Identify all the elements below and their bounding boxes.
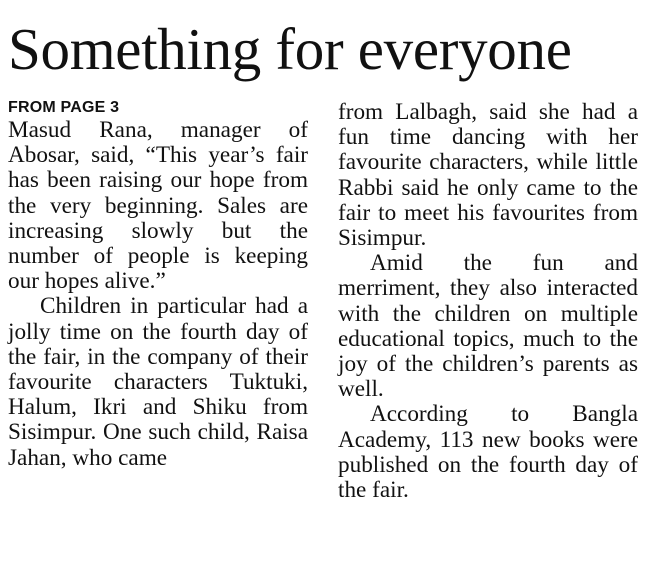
paragraph: Amid the fun and merriment, they also interacted with the children on multiple educational topics, much to the joy of the children’s parents as well. (338, 250, 638, 403)
paragraph: from Lalbagh, said she had a fun time dancing with her favourite characters, while little Rabbi said he only came to the fair to meet his favourites from Sisimpur. (338, 99, 638, 252)
paragraph: Children in particular had a jolly time on the fourth day of the fair, in the company of their favourite characters Tuktuki, Halum, Ikri and Shiku from Sisimpur. One such child, Raisa Jahan, who came (8, 293, 308, 471)
headline: Something for everyone (8, 16, 572, 82)
article-column-right (338, 100, 638, 503)
article-column-left (8, 98, 308, 471)
paragraph: Masud Rana, manager of Abosar, said, “This year’s fair has been raising our hope from the very beginning. Sales are increasing slowly but the number of people is keeping our hopes alive.” (8, 117, 308, 295)
kicker: FROM PAGE 3 (8, 99, 120, 116)
paragraph: According to Bangla Academy, 113 new books were published on the fourth day of the fair. (338, 401, 638, 504)
